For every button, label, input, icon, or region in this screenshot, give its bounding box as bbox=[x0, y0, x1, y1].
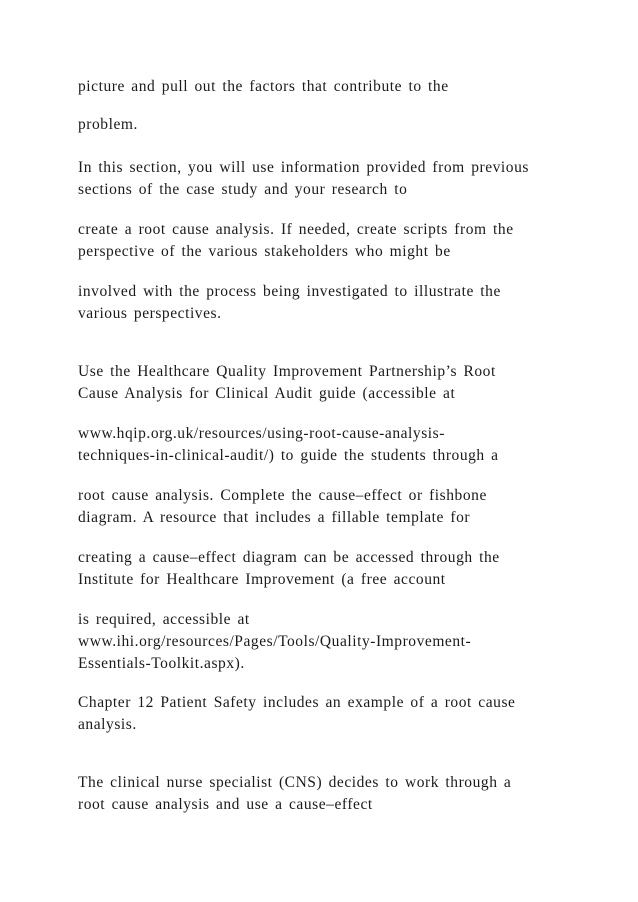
text-line: various perspectives. bbox=[78, 305, 222, 322]
text-line: www.ihi.org/resources/Pages/Tools/Quality-Improvement- bbox=[78, 633, 472, 650]
text-line: sections of the case study and your research to bbox=[78, 181, 408, 198]
text-line: is required, accessible at bbox=[78, 611, 250, 628]
text-line: analysis. bbox=[78, 716, 137, 733]
text-line: root cause analysis and use a cause–effect bbox=[78, 796, 373, 813]
text-line: In this section, you will use information provided from previous bbox=[78, 159, 529, 176]
text-line: root cause analysis. Complete the cause–effect or fishbone bbox=[78, 487, 487, 504]
text-line: Institute for Healthcare Improvement (a free account bbox=[78, 571, 446, 588]
text-line: perspective of the various stakeholders who might be bbox=[78, 243, 451, 260]
text-line: involved with the process being investigated to illustrate the bbox=[78, 283, 501, 300]
text-line: Use the Healthcare Quality Improvement Partnership’s Root bbox=[78, 363, 496, 380]
text-line: creating a cause–effect diagram can be accessed through the bbox=[78, 549, 500, 566]
text-line: Chapter 12 Patient Safety includes an example of a root cause bbox=[78, 694, 516, 711]
text-line: picture and pull out the factors that contribute to the bbox=[78, 78, 449, 95]
text-line: The clinical nurse specialist (CNS) decides to work through a bbox=[78, 774, 512, 791]
text-line: create a root cause analysis. If needed, create scripts from the bbox=[78, 221, 514, 238]
text-line: diagram. A resource that includes a fillable template for bbox=[78, 509, 471, 526]
text-line: www.hqip.org.uk/resources/using-root-cause-analysis- bbox=[78, 425, 445, 442]
text-line: problem. bbox=[78, 116, 138, 133]
text-line: Essentials-Toolkit.aspx). bbox=[78, 655, 245, 672]
text-line: Cause Analysis for Clinical Audit guide (accessible at bbox=[78, 385, 456, 402]
text-line: techniques-in-clinical-audit/) to guide the students through a bbox=[78, 447, 499, 464]
